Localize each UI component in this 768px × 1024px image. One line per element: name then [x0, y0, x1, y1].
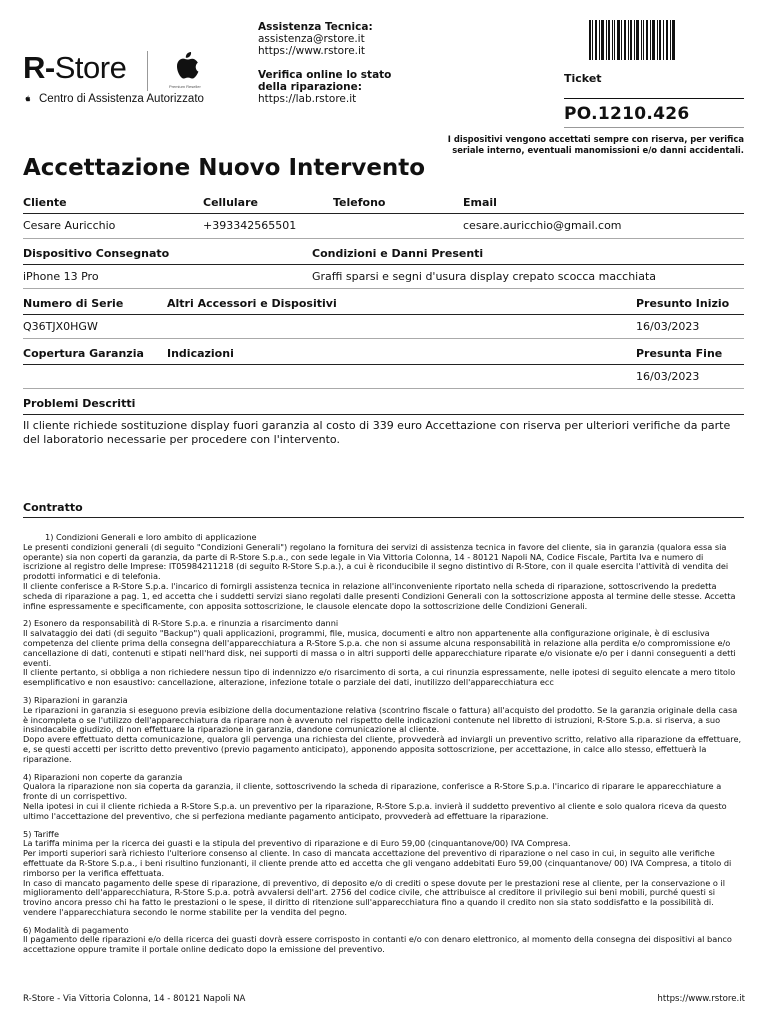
garanzia-header: Copertura Garanzia [23, 347, 144, 360]
brand-name: R-Store [23, 50, 127, 85]
presunto-inizio-value: 16/03/2023 [636, 320, 700, 333]
problemi-value: Il cliente richiede sostituzione display fuori garanzia al costo di 339 euro Accettazione con riserva per ulteriori verifiche da parte del laboratorio necessarie per procedere con l'intervento. [23, 419, 731, 446]
contract-body [23, 533, 744, 963]
contract-section [23, 773, 744, 822]
problemi-header: Problemi Descritti [23, 397, 136, 410]
footer-address: R-Store - Via Vittoria Colonna, 14 - 80121 Napoli NA [23, 994, 246, 1004]
row-divider [23, 213, 744, 214]
verify-label: Verifica online lo stato della riparazione: [258, 69, 392, 93]
ticket-label: Ticket [564, 72, 602, 85]
row-divider [23, 338, 744, 339]
contract-section-title: 3) Riparazioni in garanzia [23, 694, 128, 705]
contract-paragraph: Il cliente pertanto, si obbliga a non richiedere nessun tipo di indennizzo e/o risarcimento di sorta, a cui rinunzia espressamente, nelle ipotesi di seguito elencate a mero titolo esemplificativo e non esaustivo: cancellazione, alterazione, infezione totale o parziale dei dati, inutilizzo dell'apparecchiatura ecc [23, 667, 736, 688]
premium-reseller-text: Premium Reseller [169, 84, 201, 89]
service-center-text: Centro di Assistenza Autorizzato [39, 93, 204, 105]
condizioni-header: Condizioni e Danni Presenti [312, 247, 484, 260]
contract-paragraph: Nella ipotesi in cui il cliente richieda a R-Store S.p.a. un preventivo per la riparazione, R-Store S.p.a. invierà il suddetto preventivo al cliente e solo qualora riceva da questo ultimo l'accettazione del preventivo, che si perfeziona mediante pagamento anticipato, provvederà ad effettuare la riparazione. [23, 800, 727, 821]
contract-section [23, 696, 744, 765]
contract-paragraph: Qualora la riparazione non sia coperta da garanzia, il cliente, sottoscrivendo la scheda di riparazione, conferisce a R-Store S.p.a. l'incarico di riparare le apparecchiature a fronte di un corrispettivo. [23, 781, 722, 802]
footer-url[interactable]: https://www.rstore.it [657, 994, 745, 1004]
row-divider [23, 414, 744, 415]
contract-paragraph: Le presenti condizioni generali (di seguito "Condizioni Generali") regolano la fornitura dei servizi di assistenza tecnica in favore del cliente, sia in garanzia (qualora essa sia operante) sia non coperti da garanzia, da parte di R-Store S.p.a., con sede legale in Via Vittoria Colonna, 14 - 80121 Napoli NA, Codice Fiscale, Partita Iva e numero di iscrizione al registro delle Imprese: IT05984211218 (di seguito R-Store S.p.a.), a cui è riconducibile il segno distintivo di R-Store, con il quale esercita l'attività di vendita dei prodotti informatici e di telefonia. [23, 541, 729, 582]
row-divider [23, 264, 744, 265]
presunta-fine-value: 16/03/2023 [636, 370, 700, 383]
row-divider [23, 364, 744, 365]
contract-section-title: 4) Riparazioni non coperte da garanzia [23, 771, 183, 782]
row-divider [23, 288, 744, 289]
contact-block [258, 21, 398, 105]
contract-paragraph: Le riparazioni in garanzia si eseguono previa esibizione della documentazione relativa (scontrino fiscale o fattura) all'acquisto del prodotto. Se la garanzia originale della casa è incompleta o se l'utilizzo dell'apparecchiatura da riparare non è avvenuto nel rispetto delle indicazioni contenute nel libretto di istruzioni, R-Store S.p.a. si riserva, a suo insindacabile giudizio, di non effettuare la riparazione in garanzia, dandone comunicazione al cliente. [23, 704, 738, 735]
telefono-header: Telefono [333, 196, 386, 209]
cliente-value: Cesare Auricchio [23, 219, 116, 232]
contract-title: Contratto [23, 501, 83, 514]
barcode [589, 20, 675, 60]
assistance-website[interactable]: https://www.rstore.it [258, 45, 366, 57]
contract-paragraph: Per importi superiori sarà richiesto l'ulteriore consenso al cliente. In caso di mancata accettazione del preventivo di riparazione o nel caso in cui, in seguito alle verifiche effettuate da R-Store S.p.a., i beni risultino funzionanti, il cliente prende atto ed accetta che gli vengano addebitati Euro 59,00 (cinquantanove/ 00) IVA Compresa, a titolo di rimborso per la verifica effettuata. [23, 848, 732, 878]
assistance-email[interactable]: assistenza@rstore.it [258, 33, 365, 45]
email-value: cesare.auricchio@gmail.com [463, 219, 622, 232]
contract-section-title: 6) Modalità di pagamento [23, 924, 129, 935]
row-divider [23, 314, 744, 315]
contract-paragraph: In caso di mancato pagamento delle spese di riparazione, di preventivo, di deposito e/o di crediti o spese dovute per le prestazioni rese al cliente, per la conservazione o il miglioramento dell'apparecchiatura, R-Store S.p.a. potrà avvalersi dell'art. 2756 del codice civile, che attribuisce al creditore il privilegio sui beni mobili, purché questi si trovino ancora presso chi ha fatto le prestazioni o le spese, il diritto di ritenzione sull'apparecchiatura fino a quando il credito non sia stato soddisfatto e la possibilità di. vendere l'apparecchiatura secondo le norme stabilite per la vendita del pegno. [23, 877, 726, 917]
seriale-header: Numero di Serie [23, 297, 124, 310]
contract-section [23, 619, 744, 688]
row-divider [23, 388, 744, 389]
contract-section [23, 830, 744, 918]
cliente-header: Cliente [23, 196, 67, 209]
email-header: Email [463, 196, 497, 209]
dispositivo-header: Dispositivo Consegnato [23, 247, 170, 260]
seriale-value: Q36TJX0HGW [23, 320, 98, 333]
verify-url[interactable]: https://lab.rstore.it [258, 93, 357, 105]
contract-divider [23, 517, 744, 518]
dispositivo-value: iPhone 13 Pro [23, 270, 99, 283]
accessori-header: Altri Accessori e Dispositivi [167, 297, 337, 310]
contract-paragraph: Il salvataggio dei dati (di seguito "Backup") quali applicazioni, programmi, file, musica, documenti e altro non appartenente alla configurazione originale, è di esclusiva competenza del cliente prima della consegna dell'apparecchiatura a R-Store S.p.a. che non si assume alcuna responsabilità in relazione alla perdita e/o compromissione e/o cancellazione di dati, contenuti e stipati nell'hard disk, nei supporti di massa o in altri supporti delle apparecchiature riparate e/o visionate e/o per i danni conseguenti a detti eventi. [23, 628, 736, 668]
cellulare-value: +393342565501 [203, 219, 297, 232]
acceptance-disclaimer: I dispositivi vengono accettati sempre con riserva, per verifica seriale interno, eventuali manomissioni e/o danni accidentali. [447, 134, 744, 155]
indicazioni-header: Indicazioni [167, 347, 234, 360]
contract-paragraph: La tariffa minima per la ricerca dei guasti e la stipula del preventivo di riparazione e di Euro 59,00 (cinquantanove/00) IVA Compresa. [23, 838, 571, 849]
presunto-inizio-header: Presunto Inizio [636, 297, 730, 310]
condizioni-value: Graffi sparsi e segni d'usura display crepato scocca macchiata [312, 270, 657, 283]
contract-paragraph: Il pagamento delle riparazioni e/o della ricerca dei guasti dovrà essere corrisposto in contanti e/o con denaro elettronico, al momento della consegna dei dispositivi al banco accettazione oppure tramite il portale online dedicato dopo la emissione del preventivo. [23, 934, 732, 955]
page-title: Accettazione Nuovo Intervento [23, 155, 426, 181]
contract-section [23, 926, 744, 955]
ticket-number: PO.1210.426 [564, 104, 690, 124]
contract-section [23, 533, 744, 611]
contract-paragraph: Il cliente conferisce a R-Store S.p.a. l'incarico di fornirgli assistenza tecnica in relazione all'inconveniente riportato nella scheda di riparazione, sottoscrivendo la predetta scheda di riparazione a pag. 1, ed accetta che i suddetti servizi siano regolati dalle presenti Condizioni Generali con la sottoscrizione apposta al termine delle stesse. Accetta infine espressamente e specificamente, con apposita sottoscrizione, le clausole elencate dopo la sottoscrizione delle Condizioni Generali. [23, 580, 736, 611]
contract-section-title: 1) Condizioni Generali e loro ambito di applicazione [45, 532, 257, 542]
assistance-label: Assistenza Tecnica: [258, 21, 373, 33]
company-logo [23, 48, 213, 110]
presunta-fine-header: Presunta Fine [636, 347, 723, 360]
cellulare-header: Cellulare [203, 196, 258, 209]
ticket-divider [564, 98, 744, 99]
service-center-line [23, 93, 204, 105]
apple-small-icon [23, 94, 33, 105]
logo-divider [147, 51, 148, 91]
contract-paragraph: Dopo avere effettuato detta comunicazione, qualora gli pervenga una richiesta del cliente, provvederà ad inviargli un preventivo scritto, relativo alla riparazione da effettuare, e, se questi accetti per iscritto detto preventivo (previo pagamento anticipato), apponendo apposita sottoscrizione, per accettazione, in calce allo stesso, effettuerà la riparazione. [23, 734, 742, 764]
contract-section-title: 2) Esonero da responsabilità di R-Store S.p.a. e rinunzia a risarcimento danni [23, 618, 339, 629]
ticket-divider-lower [564, 127, 744, 128]
contract-section-title: 5) Tariffe [23, 828, 59, 839]
row-divider [23, 238, 744, 239]
